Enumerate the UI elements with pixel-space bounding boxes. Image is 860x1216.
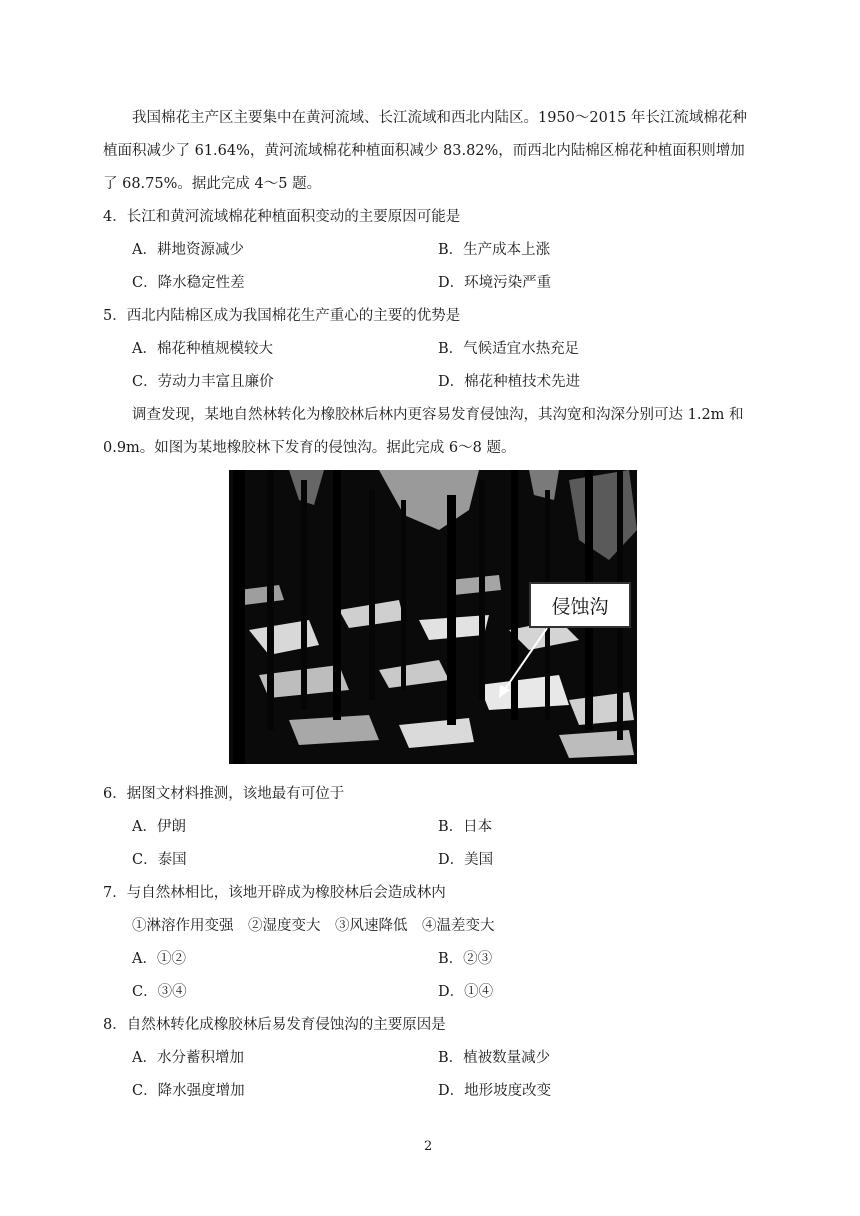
- question-8-option-c: C．降水强度增加: [132, 1083, 245, 1099]
- question-6-option-d: D．美国: [438, 852, 494, 868]
- question-8-option-d: D．地形坡度改变: [438, 1083, 552, 1099]
- question-5-option-a: A．棉花种植规模较大: [132, 341, 273, 357]
- question-5-option-b: B．气候适宜水热充足: [438, 341, 580, 357]
- passage-1-line-3: 了 68.75%。据此完成 4～5 题。: [103, 176, 322, 192]
- question-8-option-b: B．植被数量减少: [438, 1050, 551, 1066]
- question-4-option-a: A．耕地资源减少: [132, 242, 244, 258]
- question-8-stem: 8．自然林转化成橡胶林后易发育侵蚀沟的主要原因是: [103, 1017, 446, 1033]
- question-5-stem: 5．西北内陆棉区成为我国棉花生产重心的主要的优势是: [103, 308, 461, 324]
- question-7-statements: ①淋溶作用变强 ②湿度变大 ③风速降低 ④温差变大: [132, 918, 495, 934]
- passage-2-line-1: 调查发现，某地自然林转化为橡胶林后林内更容易发育侵蚀沟，其沟宽和沟深分别可达 1.2m 和: [132, 407, 744, 423]
- page-number: 2: [424, 1139, 433, 1154]
- erosion-gully-callout: 侵蚀沟: [529, 582, 631, 628]
- passage-2-line-2: 0.9m。如图为某地橡胶林下发育的侵蚀沟。据此完成 6～8 题。: [103, 440, 516, 456]
- question-4-stem: 4．长江和黄河流域棉花种植面积变动的主要原因可能是: [103, 209, 461, 225]
- question-5-option-d: D．棉花种植技术先进: [438, 374, 581, 390]
- question-4-option-b: B．生产成本上涨: [438, 242, 551, 258]
- question-5-option-c: C．劳动力丰富且廉价: [132, 374, 274, 390]
- question-7-option-a: A．①②: [132, 951, 186, 967]
- question-7-stem: 7．与自然林相比，该地开辟成为橡胶林后会造成林内: [103, 885, 446, 901]
- question-6-option-a: A．伊朗: [132, 819, 186, 835]
- question-6-stem: 6．据图文材料推测，该地最有可位于: [103, 786, 345, 802]
- question-6-option-c: C．泰国: [132, 852, 187, 868]
- passage-1-line-1: 我国棉花主产区主要集中在黄河流域、长江流域和西北内陆区。1950～2015 年长江流域棉花种: [132, 110, 747, 126]
- question-6-option-b: B．日本: [438, 819, 493, 835]
- question-4-option-d: D．环境污染严重: [438, 275, 552, 291]
- question-8-option-a: A．水分蓄积增加: [132, 1050, 244, 1066]
- passage-1-line-2: 植面积减少了 61.64%，黄河流域棉花种植面积减少 83.82%，而西北内陆棉区棉花种植面积则增加: [103, 143, 745, 159]
- question-7-option-d: D．①④: [438, 984, 494, 1000]
- question-7-option-b: B．②③: [438, 951, 493, 967]
- question-4-option-c: C．降水稳定性差: [132, 275, 245, 291]
- question-7-option-c: C．③④: [132, 984, 187, 1000]
